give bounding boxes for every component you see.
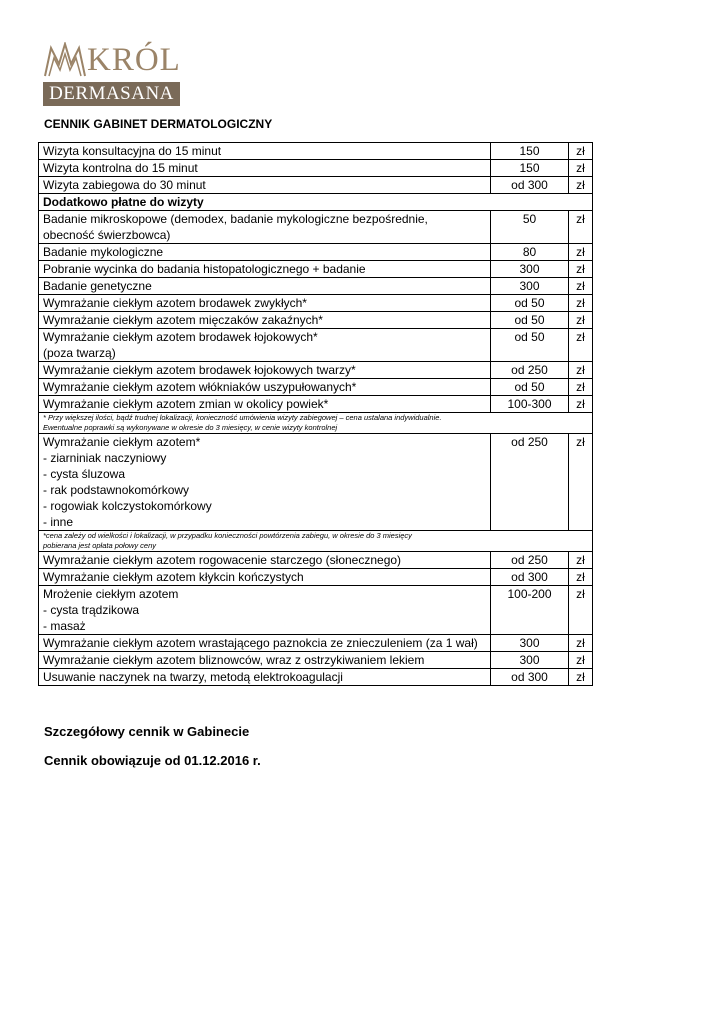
service-name: [39, 552, 491, 569]
service-name-line: Wymrażanie ciekłym azotem wrastającego paznokcia ze znieczuleniem (za 1 wał): [43, 636, 478, 650]
service-price: od 250: [491, 434, 569, 531]
service-name: [39, 569, 491, 586]
service-name: [39, 329, 491, 362]
service-name-line: Wymrażanie ciekłym azotem bliznowców, wraz z ostrzykiwaniem lekiem: [43, 653, 425, 667]
price-row: [39, 278, 593, 295]
logo-subtitle: DERMASANA: [43, 82, 180, 106]
currency-unit: zł: [569, 329, 593, 362]
service-price: od 50: [491, 329, 569, 362]
price-row: [39, 434, 593, 531]
price-row: [39, 160, 593, 177]
service-price: 300: [491, 635, 569, 652]
currency-unit: zł: [569, 362, 593, 379]
service-name-line: Wymrażanie ciekłym azotem rogowacenie starczego (słonecznego): [43, 553, 402, 567]
service-name: [39, 295, 491, 312]
price-row: [39, 635, 593, 652]
currency-unit: zł: [569, 295, 593, 312]
service-name-line: obecność świerzbowca): [43, 228, 171, 242]
service-price: 300: [491, 278, 569, 295]
currency-unit: zł: [569, 635, 593, 652]
service-price: od 300: [491, 569, 569, 586]
service-name-line: - rogowiak kolczystokomórkowy: [43, 499, 212, 513]
service-name-line: Wymrażanie ciekłym azotem mięczaków zakaźnych*: [43, 313, 323, 327]
service-name: [39, 669, 491, 686]
service-price: od 300: [491, 669, 569, 686]
currency-unit: zł: [569, 278, 593, 295]
price-table: [38, 142, 593, 686]
currency-unit: zł: [569, 669, 593, 686]
price-row: [39, 552, 593, 569]
currency-unit: zł: [569, 177, 593, 194]
service-name-line: Usuwanie naczynek na twarzy, metodą elektrokoagulacji: [43, 670, 343, 684]
page-title: CENNIK GABINET DERMATOLOGICZNY: [44, 117, 273, 131]
service-price: od 300: [491, 177, 569, 194]
service-price: 300: [491, 652, 569, 669]
service-price: 50: [491, 211, 569, 244]
currency-unit: zł: [569, 261, 593, 278]
price-row: [39, 586, 593, 635]
service-price: 100-300: [491, 396, 569, 413]
price-row: [39, 295, 593, 312]
service-name: [39, 278, 491, 295]
currency-unit: zł: [569, 586, 593, 635]
footnote-cell: [39, 531, 593, 552]
footnote-line: *cena zależy od wielkości i lokalizacji, w przypadku konieczności powtórzenia zabiegu, w okresie do 3 miesięcy: [43, 531, 412, 540]
service-name: [39, 652, 491, 669]
price-row: [39, 669, 593, 686]
service-name: [39, 312, 491, 329]
currency-unit: zł: [569, 312, 593, 329]
footnote-line: Ewentualne poprawki są wykonywane w okresie do 3 miesięcy, w cenie wizyty kontrolnej: [43, 423, 338, 432]
service-name-line: Wymrażanie ciekłym azotem zmian w okolicy powiek*: [43, 397, 329, 411]
footnote-line: * Przy większej ilości, bądź trudnej lokalizacji, konieczność umówienia wizyty zabiegowej – cena ustalana indywidualnie.: [43, 413, 442, 422]
service-name: [39, 379, 491, 396]
currency-unit: zł: [569, 569, 593, 586]
service-name-line: Wymrażanie ciekłym azotem włókniaków uszypułowanych*: [43, 380, 357, 394]
service-name-line: Badanie mykologiczne: [43, 245, 164, 259]
price-row: [39, 143, 593, 160]
price-row: [39, 379, 593, 396]
service-name-line: Wymrażanie ciekłym azotem brodawek łojokowych*: [43, 330, 318, 344]
service-name-line: Mrożenie ciekłym azotem: [43, 587, 179, 601]
section-header-row: [39, 194, 593, 211]
service-name-line: Wizyta kontrolna do 15 minut: [43, 161, 198, 175]
service-name-line: - cysta trądzikowa: [43, 603, 140, 617]
service-price: od 50: [491, 295, 569, 312]
service-price: 150: [491, 143, 569, 160]
service-name-line: - ziarniniak naczyniowy: [43, 451, 167, 465]
footnote-line: pobierana jest opłata połowy ceny: [43, 541, 156, 550]
service-name: [39, 635, 491, 652]
service-price: 150: [491, 160, 569, 177]
service-name: [39, 177, 491, 194]
price-row: [39, 211, 593, 244]
service-name: [39, 396, 491, 413]
price-row: [39, 569, 593, 586]
logo: [43, 42, 180, 106]
price-row: [39, 362, 593, 379]
footnote-cell: [39, 413, 593, 434]
service-price: od 250: [491, 362, 569, 379]
section-label: Dodatkowo płatne do wizyty: [39, 194, 593, 211]
crown-icon: [43, 42, 87, 78]
service-name: [39, 261, 491, 278]
currency-unit: zł: [569, 652, 593, 669]
service-name-line: Wymrażanie ciekłym azotem brodawek zwykłych*: [43, 296, 307, 310]
service-price: od 50: [491, 312, 569, 329]
currency-unit: zł: [569, 211, 593, 244]
service-name-line: - rak podstawnokomórkowy: [43, 483, 190, 497]
currency-unit: zł: [569, 244, 593, 261]
service-name-line: - cysta śluzowa: [43, 467, 126, 481]
price-row: [39, 177, 593, 194]
service-price: 80: [491, 244, 569, 261]
service-name: [39, 160, 491, 177]
service-price: od 250: [491, 552, 569, 569]
service-name: [39, 434, 491, 531]
price-row: [39, 396, 593, 413]
footnote-row: [39, 531, 593, 552]
service-name: [39, 244, 491, 261]
currency-unit: zł: [569, 143, 593, 160]
service-name: [39, 211, 491, 244]
service-price: 300: [491, 261, 569, 278]
service-name: [39, 143, 491, 160]
service-name-line: - inne: [43, 515, 74, 529]
service-name-line: (poza twarzą): [43, 346, 116, 360]
price-row: [39, 312, 593, 329]
service-name-line: Wymrażanie ciekłym azotem brodawek łojokowych twarzy*: [43, 363, 356, 377]
footnote-row: [39, 413, 593, 434]
price-row: [39, 261, 593, 278]
service-name-line: Pobranie wycinka do badania histopatologicznego + badanie: [43, 262, 366, 276]
currency-unit: zł: [569, 552, 593, 569]
service-name-line: - masaż: [43, 619, 86, 633]
service-name-line: Wymrażanie ciekłym azotem*: [43, 435, 201, 449]
price-row: [39, 244, 593, 261]
service-name-line: Badanie mikroskopowe (demodex, badanie mykologiczne bezpośrednie,: [43, 212, 428, 226]
footer-note: Szczegółowy cennik w Gabinecie: [44, 724, 250, 739]
service-name-line: Badanie genetyczne: [43, 279, 152, 293]
service-name-line: Wymrażanie ciekłym azotem kłykcin kończystych: [43, 570, 304, 584]
currency-unit: zł: [569, 434, 593, 531]
currency-unit: zł: [569, 160, 593, 177]
service-price: 100-200: [491, 586, 569, 635]
service-name: [39, 362, 491, 379]
service-name-line: Wizyta zabiegowa do 30 minut: [43, 178, 206, 192]
service-price: od 50: [491, 379, 569, 396]
currency-unit: zł: [569, 379, 593, 396]
service-name-line: Wizyta konsultacyjna do 15 minut: [43, 144, 222, 158]
price-row: [39, 329, 593, 362]
price-row: [39, 652, 593, 669]
validity-note: Cennik obowiązuje od 01.12.2016 r.: [44, 753, 261, 768]
currency-unit: zł: [569, 396, 593, 413]
service-name: [39, 586, 491, 635]
logo-brand: KRÓL: [87, 42, 181, 78]
